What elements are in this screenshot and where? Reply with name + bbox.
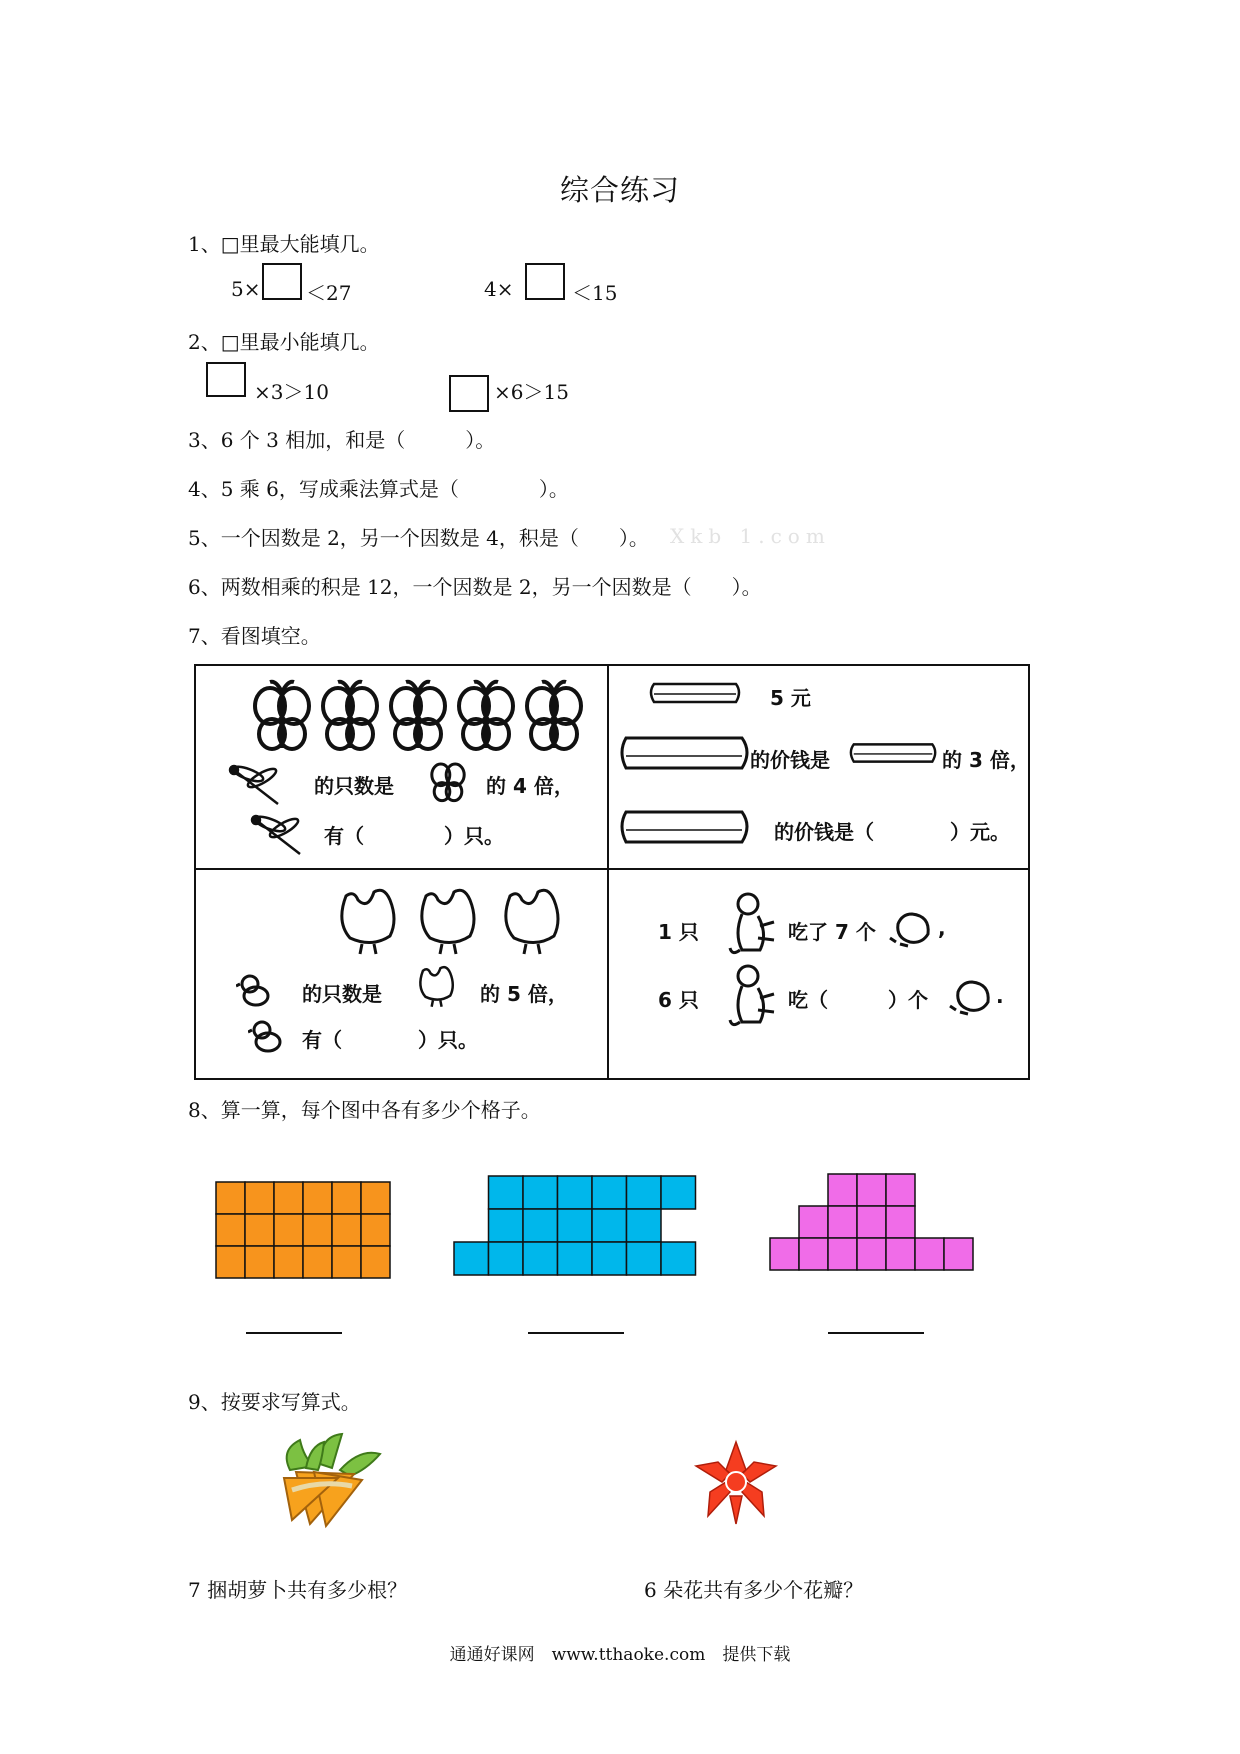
grid-cell (592, 1209, 627, 1242)
carrot-bundle-icon (270, 1430, 390, 1530)
q1-expression-2-right: ＜15 (572, 281, 618, 305)
grid-cell (857, 1206, 886, 1238)
grid-cell (216, 1214, 245, 1246)
dragonfly-icon (226, 762, 286, 812)
small-chocolate-icon (648, 676, 744, 710)
grid-cell (558, 1242, 593, 1275)
q8-grid-figures (210, 1160, 990, 1290)
large-chocolate-icon (618, 806, 754, 850)
cell1-line1-b: 的 4 倍， (486, 774, 574, 798)
grid-cell (274, 1214, 303, 1246)
grid-cell (627, 1242, 662, 1275)
cell3-line1-b: 的 5 倍， (480, 982, 568, 1006)
dragonfly-icon (248, 812, 308, 862)
monkey-icon (728, 962, 780, 1032)
cell2-line1-b: 的 3 倍， (942, 748, 1030, 772)
cell2-line2-a: 的价钱是（ (774, 820, 874, 844)
grid-cell (661, 1242, 696, 1275)
grid-cell (332, 1246, 361, 1278)
grid-cell (558, 1176, 593, 1209)
grid-cell (274, 1246, 303, 1278)
grid-cell (661, 1176, 696, 1209)
q2-expression-2-right: ×6＞15 (494, 380, 569, 404)
question-6: 6、两数相乘的积是 12，一个因数是 2，另一个因数是（ ）。 (188, 575, 762, 599)
grid-cell (245, 1214, 274, 1246)
question-1: 1、□里最大能填几。 (188, 232, 380, 256)
grid-cell (332, 1182, 361, 1214)
hen-row (332, 882, 572, 956)
q9-sub-question-2: 6 朵花共有多少个花瓣？ (644, 1578, 864, 1602)
cell1-line1-a: 的只数是 (314, 774, 394, 798)
grid-cell (303, 1246, 332, 1278)
page-title: 综合练习 (559, 173, 680, 207)
watermark: Xkb 1.com (670, 524, 831, 548)
monkey-icon (728, 890, 780, 960)
grid-cell (332, 1214, 361, 1246)
cell4-line2-c: ）个 (888, 988, 928, 1012)
pink-grid-figure (770, 1174, 973, 1270)
cell3-line1-a: 的只数是 (302, 982, 382, 1006)
q1-expression-1-left: 5× (231, 277, 261, 301)
peach-icon (948, 976, 994, 1016)
q1-answer-box-2[interactable] (525, 263, 565, 300)
cell3-line2-a: 有（ (302, 1028, 342, 1052)
chick-icon (248, 1018, 284, 1054)
peach-icon (888, 908, 934, 948)
grid-cell (361, 1182, 390, 1214)
cell4-line1-b: 吃了 7 个 (788, 920, 876, 944)
question-4: 4、5 乘 6，写成乘法算式是（ ）。 (188, 477, 569, 501)
cell2-top-price: 5 元 (770, 686, 811, 710)
grid-cell (828, 1238, 857, 1270)
grid-cell (216, 1246, 245, 1278)
q1-answer-box-1[interactable] (262, 263, 302, 300)
grid-cell (303, 1182, 332, 1214)
cyan-grid-figure (454, 1176, 696, 1275)
orange-grid-figure (216, 1182, 390, 1278)
butterfly-icon (424, 758, 472, 806)
cell4-line2-b: 吃（ (788, 988, 828, 1012)
grid-cell (361, 1214, 390, 1246)
grid-cell (886, 1174, 915, 1206)
grid-cell (361, 1246, 390, 1278)
q7-picture-grid (194, 664, 1030, 1080)
grid-cell (770, 1238, 799, 1270)
grid-cell (799, 1238, 828, 1270)
grid-cell (489, 1242, 524, 1275)
grid-cell (828, 1206, 857, 1238)
hen-icon (414, 962, 458, 1008)
small-chocolate-icon (848, 736, 940, 770)
q2-answer-box-1[interactable] (206, 362, 246, 397)
grid-cell (627, 1176, 662, 1209)
grid-cell (216, 1182, 245, 1214)
q8-answer-line-3[interactable] (828, 1332, 924, 1334)
grid-cell (558, 1209, 593, 1242)
red-flower-icon (692, 1438, 780, 1528)
grid-cell (245, 1182, 274, 1214)
question-7: 7、看图填空。 (188, 624, 321, 648)
q8-answer-line-1[interactable] (246, 1332, 342, 1334)
grid-cell (886, 1206, 915, 1238)
question-5: 5、一个因数是 2，另一个因数是 4，积是（ ）。 (188, 526, 649, 550)
butterfly-row (252, 678, 592, 758)
grid-cell (523, 1176, 558, 1209)
q2-answer-box-2[interactable] (449, 375, 489, 412)
grid-cell (915, 1238, 944, 1270)
grid-cell (799, 1206, 828, 1238)
cell3-line2-b: ）只。 (418, 1028, 478, 1052)
cell1-line2-a: 有（ (324, 824, 364, 848)
q1-expression-1-right: ＜27 (306, 281, 352, 305)
cell2-line1-a: 的价钱是 (750, 748, 830, 772)
grid-cell (523, 1209, 558, 1242)
question-9: 9、按要求写算式。 (188, 1390, 361, 1414)
grid-cell (592, 1176, 627, 1209)
q2-expression-1-right: ×3＞10 (254, 380, 329, 404)
cell2-line2-b: ）元。 (950, 820, 1010, 844)
q8-answer-line-2[interactable] (528, 1332, 624, 1334)
cell4-line1-a: 1 只 (658, 920, 699, 944)
grid-cell (886, 1238, 915, 1270)
cell4-period: . (996, 984, 1004, 1008)
chick-icon (236, 972, 272, 1008)
large-chocolate-icon (618, 732, 754, 776)
question-3: 3、6 个 3 相加，和是（ ）。 (188, 428, 496, 452)
grid-cell (489, 1209, 524, 1242)
footer-note: 通通好课网 www.tthaoke.com 提供下载 (449, 1645, 791, 1665)
grid-cell (454, 1242, 489, 1275)
grid-cell (245, 1246, 274, 1278)
grid-cell (303, 1214, 332, 1246)
grid-cell (489, 1176, 524, 1209)
q1-expression-2-left: 4× (484, 277, 514, 301)
cell4-line2-a: 6 只 (658, 988, 699, 1012)
grid-cell (523, 1242, 558, 1275)
grid-cell (274, 1182, 303, 1214)
grid-cell (857, 1174, 886, 1206)
grid-cell (627, 1209, 662, 1242)
grid-cell (857, 1238, 886, 1270)
question-8: 8、算一算，每个图中各有多少个格子。 (188, 1098, 541, 1122)
grid-cell (828, 1174, 857, 1206)
question-2: 2、□里最小能填几。 (188, 330, 380, 354)
cell4-comma: , (938, 916, 946, 940)
cell1-line2-b: ）只。 (444, 824, 504, 848)
grid-cell (592, 1242, 627, 1275)
q9-sub-question-1: 7 捆胡萝卜共有多少根？ (188, 1578, 408, 1602)
grid-cell (944, 1238, 973, 1270)
